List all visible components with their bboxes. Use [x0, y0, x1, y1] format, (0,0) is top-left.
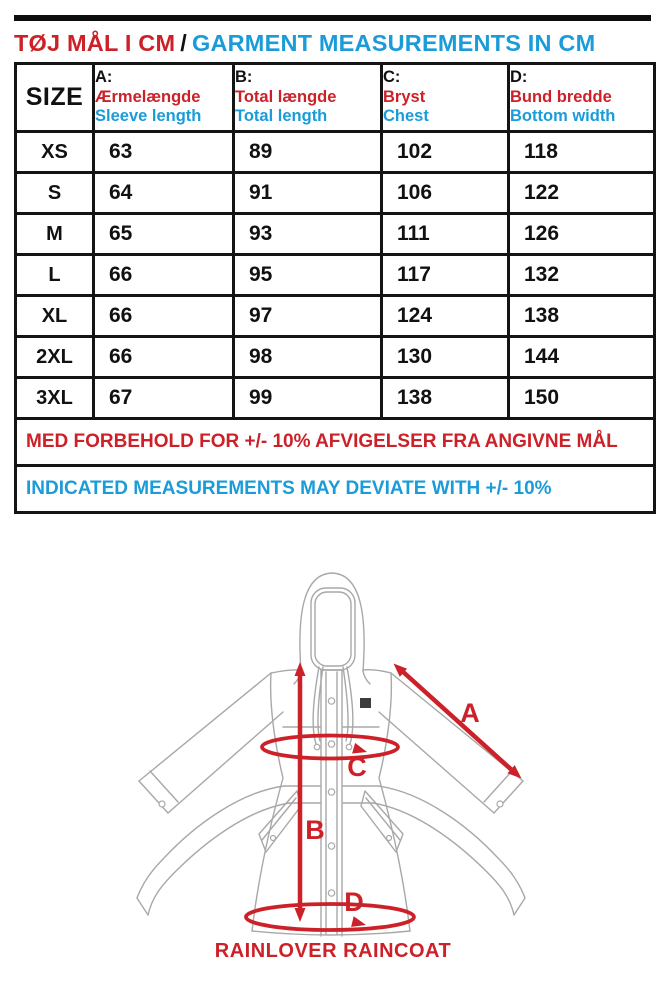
- cell-value: 99: [234, 378, 382, 419]
- title-danish: TØJ MÅL I CM: [14, 30, 176, 56]
- disclaimer-english: INDICATED MEASUREMENTS MAY DEVIATE WITH +/- 10%: [16, 466, 655, 513]
- title-english: GARMENT MEASUREMENTS IN CM: [191, 30, 596, 56]
- brand-patch: [360, 698, 371, 708]
- button: [328, 789, 334, 795]
- title-separator: /: [180, 30, 187, 56]
- cell-value: 122: [509, 173, 655, 214]
- column-english: Chest: [383, 107, 429, 126]
- column-letter: A:: [95, 68, 113, 87]
- disclaimer-danish: MED FORBEHOLD FOR +/- 10% AFVIGELSER FRA ANGIVNE MÅL: [16, 419, 655, 466]
- cell-value: 102: [382, 132, 509, 173]
- top-divider-bar: [14, 15, 651, 21]
- cell-value: 97: [234, 296, 382, 337]
- cell-value: 93: [234, 214, 382, 255]
- raincoat-measurement-diagram: [0, 535, 666, 980]
- cell-value: 95: [234, 255, 382, 296]
- size-label: L: [16, 255, 94, 296]
- column-english: Bottom width: [510, 107, 616, 126]
- measurement-arrow-a: [401, 670, 514, 772]
- cell-value: 138: [509, 296, 655, 337]
- arrowhead: [295, 908, 306, 922]
- pocket-snap: [271, 836, 276, 841]
- button: [328, 843, 334, 849]
- cuff-snap: [159, 801, 165, 807]
- cell-value: 98: [234, 337, 382, 378]
- column-header-c: [382, 64, 509, 132]
- column-danish: Ærmelængde: [95, 87, 201, 106]
- cell-value: 117: [382, 255, 509, 296]
- column-header-b: [234, 64, 382, 132]
- table-row: [16, 378, 655, 419]
- cell-value: 144: [509, 337, 655, 378]
- cell-value: 64: [94, 173, 234, 214]
- column-danish: Bryst: [383, 87, 426, 106]
- size-label: 3XL: [16, 378, 94, 419]
- cuff-snap: [497, 801, 503, 807]
- cell-value: 126: [509, 214, 655, 255]
- size-label: S: [16, 173, 94, 214]
- raincoat-details: [159, 698, 503, 896]
- table-row: [16, 296, 655, 337]
- column-letter: B:: [235, 68, 253, 87]
- cell-value: 65: [94, 214, 234, 255]
- cell-value: 132: [509, 255, 655, 296]
- cell-value: 63: [94, 132, 234, 173]
- cell-value: 106: [382, 173, 509, 214]
- disclaimer-row-english: [16, 466, 655, 513]
- page-title: [14, 30, 659, 57]
- cell-value: 118: [509, 132, 655, 173]
- size-label: 2XL: [16, 337, 94, 378]
- measurement-ellipse-d: [246, 904, 414, 930]
- cell-value: 150: [509, 378, 655, 419]
- column-letter: C:: [383, 68, 401, 87]
- column-header-a: [94, 64, 234, 132]
- column-danish: Bund bredde: [510, 87, 612, 106]
- size-column-header: SIZE: [16, 64, 94, 132]
- table-row: [16, 132, 655, 173]
- measurement-label-a: A: [460, 698, 480, 728]
- measurement-label-b: B: [305, 815, 325, 845]
- arrowhead: [295, 662, 306, 676]
- table-row: [16, 173, 655, 214]
- button: [328, 741, 334, 747]
- size-label: XL: [16, 296, 94, 337]
- column-english: Total length: [235, 107, 328, 126]
- raincoat-outline: [137, 573, 525, 936]
- cell-value: 130: [382, 337, 509, 378]
- diagram-caption: RAINLOVER RAINCOAT: [214, 940, 452, 962]
- size-chart-table: [14, 62, 656, 514]
- column-english: Sleeve length: [95, 107, 202, 126]
- button: [328, 698, 334, 704]
- table-row: [16, 214, 655, 255]
- column-danish: Total længde: [235, 87, 337, 106]
- cell-value: 124: [382, 296, 509, 337]
- cell-value: 111: [382, 214, 509, 255]
- cell-value: 66: [94, 255, 234, 296]
- column-letter: D:: [510, 68, 528, 87]
- measurement-label-d: D: [344, 887, 364, 917]
- drawcord-tip: [346, 744, 352, 750]
- arrowhead: [351, 916, 366, 927]
- pocket-snap: [387, 836, 392, 841]
- button: [328, 890, 334, 896]
- disclaimer-row-danish: [16, 419, 655, 466]
- measurement-label-c: C: [347, 752, 367, 782]
- cell-value: 89: [234, 132, 382, 173]
- cell-value: 66: [94, 296, 234, 337]
- cell-value: 66: [94, 337, 234, 378]
- size-label: M: [16, 214, 94, 255]
- header-row: [16, 64, 655, 132]
- size-label: XS: [16, 132, 94, 173]
- column-header-d: [509, 64, 655, 132]
- cell-value: 91: [234, 173, 382, 214]
- cell-value: 138: [382, 378, 509, 419]
- drawcord-tip: [314, 744, 320, 750]
- table-row: [16, 337, 655, 378]
- cell-value: 67: [94, 378, 234, 419]
- table-row: [16, 255, 655, 296]
